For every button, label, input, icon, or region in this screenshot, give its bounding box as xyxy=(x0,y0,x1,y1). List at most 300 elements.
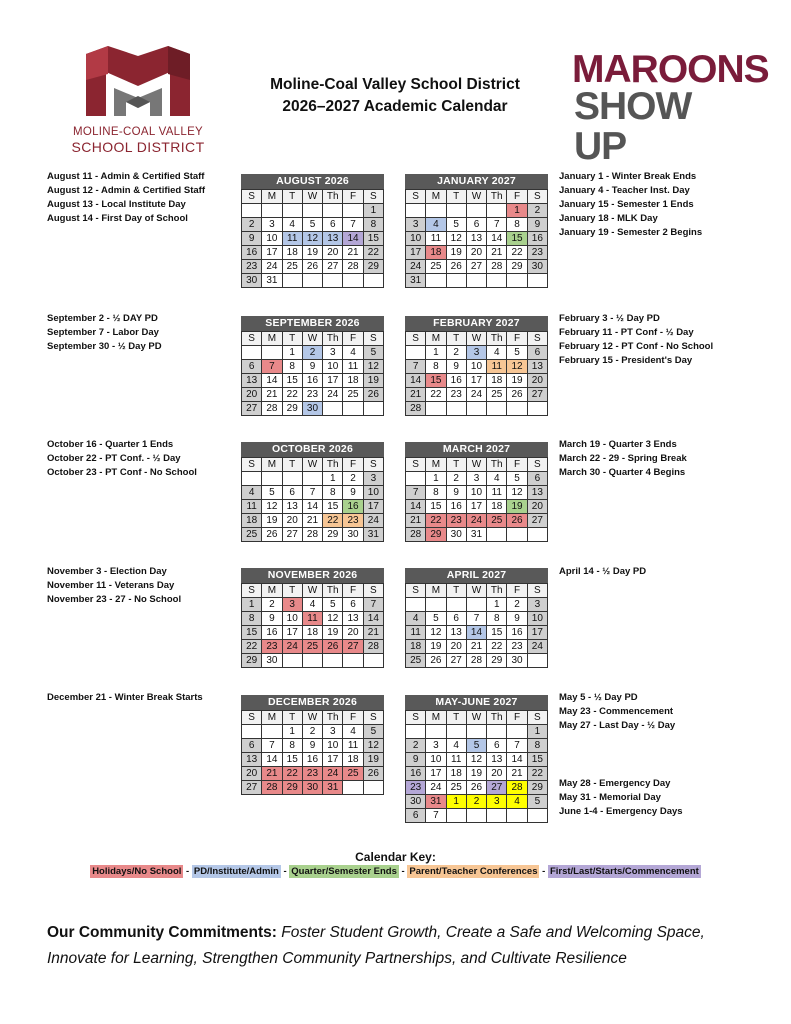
calendar-day: 13 xyxy=(242,753,262,767)
weekday-label: W xyxy=(466,458,486,472)
calendar-empty-cell xyxy=(487,725,507,739)
calendar-empty-cell xyxy=(282,472,302,486)
calendar-day: 9 xyxy=(446,360,466,374)
weekday-label: W xyxy=(466,190,486,204)
calendar-day: 3 xyxy=(527,598,547,612)
calendar-day: 26 xyxy=(262,528,282,542)
event-item: December 21 - Winter Break Starts xyxy=(47,692,203,703)
calendar-day: 5 xyxy=(262,486,282,500)
calendar-day: 26 xyxy=(302,260,322,274)
calendar-day: 25 xyxy=(487,514,507,528)
event-item: October 23 - PT Conf - No School xyxy=(47,467,197,478)
weekday-label: W xyxy=(466,711,486,725)
calendar-title: SEPTEMBER 2026 xyxy=(241,316,384,331)
calendar-day: 10 xyxy=(323,360,343,374)
calendar-empty-cell xyxy=(466,725,486,739)
calendar-day: 13 xyxy=(282,500,302,514)
calendar-day: 30 xyxy=(446,528,466,542)
calendar-day: 4 xyxy=(242,486,262,500)
calendar-day: 28 xyxy=(406,402,426,416)
calendar-day: 27 xyxy=(487,781,507,795)
calendar-day: 9 xyxy=(343,486,363,500)
calendar-day: 24 xyxy=(527,640,547,654)
calendar-empty-cell xyxy=(343,781,363,795)
calendar-day: 28 xyxy=(507,781,527,795)
calendar-day: 12 xyxy=(466,753,486,767)
calendar-day: 5 xyxy=(323,598,343,612)
weekday-label: F xyxy=(343,584,363,598)
calendar-day: 14 xyxy=(343,232,363,246)
calendar-dec xyxy=(241,695,384,795)
calendar-day: 21 xyxy=(363,626,383,640)
calendar-empty-cell xyxy=(426,274,446,288)
calendar-empty-cell xyxy=(426,598,446,612)
calendar-empty-cell xyxy=(282,204,302,218)
calendar-day: 11 xyxy=(406,626,426,640)
calendar-day: 20 xyxy=(487,767,507,781)
district-logo-icon xyxy=(58,44,218,124)
weekday-label: M xyxy=(426,458,446,472)
calendar-day: 28 xyxy=(262,781,282,795)
event-item: February 15 - President's Day xyxy=(559,355,693,366)
calendar-title: OCTOBER 2026 xyxy=(241,442,384,457)
event-item: April 14 - ½ Day PD xyxy=(559,566,647,577)
calendar-empty-cell xyxy=(507,402,527,416)
event-item: October 22 - PT Conf. - ½ Day xyxy=(47,453,181,464)
calendar-empty-cell xyxy=(446,598,466,612)
calendar-jan xyxy=(405,174,548,288)
calendar-day: 3 xyxy=(363,472,383,486)
calendar-day: 29 xyxy=(282,781,302,795)
calendar-day: 24 xyxy=(323,388,343,402)
calendar-day: 20 xyxy=(466,246,486,260)
event-group xyxy=(47,170,205,226)
calendar-day: 29 xyxy=(426,528,446,542)
weekday-label: S xyxy=(406,332,426,346)
calendar-empty-cell xyxy=(527,528,547,542)
calendar-day: 30 xyxy=(242,274,262,288)
weekday-label: S xyxy=(242,190,262,204)
calendar-day: 4 xyxy=(446,739,466,753)
event-group xyxy=(559,438,687,480)
calendar-empty-cell xyxy=(406,346,426,360)
weekday-label: Th xyxy=(323,190,343,204)
calendar-day: 14 xyxy=(507,753,527,767)
calendar-day: 31 xyxy=(323,781,343,795)
calendar-empty-cell xyxy=(527,654,547,668)
calendar-empty-cell xyxy=(466,598,486,612)
calendar-day: 10 xyxy=(406,232,426,246)
event-item: February 3 - ½ Day PD xyxy=(559,313,660,324)
calendar-day: 12 xyxy=(302,232,322,246)
calendar-day: 10 xyxy=(527,612,547,626)
calendar-day: 1 xyxy=(242,598,262,612)
event-item: September 7 - Labor Day xyxy=(47,327,159,338)
calendar-empty-cell xyxy=(242,204,262,218)
logo-line1: MOLINE-COAL VALLEY xyxy=(72,126,204,138)
calendar-day: 29 xyxy=(487,654,507,668)
weekday-label: S xyxy=(527,190,547,204)
calendar-day: 1 xyxy=(426,346,446,360)
event-item: January 4 - Teacher Inst. Day xyxy=(559,185,690,196)
calendar-day: 8 xyxy=(487,612,507,626)
calendar-empty-cell xyxy=(343,204,363,218)
calendar-day: 5 xyxy=(426,612,446,626)
event-item: August 12 - Admin & Certified Staff xyxy=(47,185,205,196)
key-item-holiday: Holidays/No School xyxy=(92,866,182,877)
calendar-day: 22 xyxy=(527,767,547,781)
calendar-day: 10 xyxy=(426,753,446,767)
event-item: May 28 - Emergency Day xyxy=(559,778,671,789)
calendar-day: 13 xyxy=(323,232,343,246)
calendar-day: 17 xyxy=(323,753,343,767)
calendar-day: 21 xyxy=(262,388,282,402)
calendar-empty-cell xyxy=(363,781,383,795)
calendar-day: 26 xyxy=(466,781,486,795)
calendar-day: 27 xyxy=(242,402,262,416)
calendar-day: 31 xyxy=(262,274,282,288)
calendar-day: 5 xyxy=(507,346,527,360)
calendar-title: AUGUST 2026 xyxy=(241,174,384,189)
event-item: November 3 - Election Day xyxy=(47,566,167,577)
weekday-label: S xyxy=(363,458,383,472)
calendar-day: 4 xyxy=(406,612,426,626)
weekday-label: M xyxy=(262,332,282,346)
calendar-day: 19 xyxy=(426,640,446,654)
calendar-day: 16 xyxy=(446,374,466,388)
calendar-empty-cell xyxy=(446,274,466,288)
weekday-label: W xyxy=(302,711,322,725)
calendar-mar xyxy=(405,442,548,542)
weekday-label: F xyxy=(507,711,527,725)
calendar-day: 10 xyxy=(466,360,486,374)
weekday-label: S xyxy=(527,458,547,472)
calendar-day: 2 xyxy=(242,218,262,232)
calendar-day: 28 xyxy=(487,260,507,274)
commitments-text: Foster Student Growth, Create a Safe and Welcoming Space, Innovate for Learning, Strengthen Community Partnerships, and Cultivate Resilience xyxy=(47,924,705,967)
calendar-day: 9 xyxy=(262,612,282,626)
weekday-label: S xyxy=(527,332,547,346)
event-group xyxy=(559,170,702,240)
calendar-day: 9 xyxy=(302,360,322,374)
event-item: November 11 - Veterans Day xyxy=(47,580,175,591)
event-item: March 19 - Quarter 3 Ends xyxy=(559,439,677,450)
calendar-day: 30 xyxy=(527,260,547,274)
calendar-day: 26 xyxy=(507,514,527,528)
weekday-label: Th xyxy=(323,711,343,725)
calendar-day: 7 xyxy=(466,612,486,626)
calendar-day: 3 xyxy=(406,218,426,232)
calendar-day: 1 xyxy=(487,598,507,612)
calendar-day: 14 xyxy=(262,753,282,767)
event-item: January 15 - Semester 1 Ends xyxy=(559,199,694,210)
calendar-empty-cell xyxy=(343,654,363,668)
event-item: August 11 - Admin & Certified Staff xyxy=(47,171,205,182)
calendar-sep xyxy=(241,316,384,416)
calendar-day: 6 xyxy=(323,218,343,232)
calendar-aug xyxy=(241,174,384,288)
event-item: October 16 - Quarter 1 Ends xyxy=(47,439,174,450)
calendar-day: 8 xyxy=(363,218,383,232)
calendar-title: MARCH 2027 xyxy=(405,442,548,457)
calendar-day: 17 xyxy=(466,374,486,388)
calendar-day: 23 xyxy=(406,781,426,795)
calendar-day: 22 xyxy=(426,388,446,402)
event-item: May 27 - Last Day - ½ Day xyxy=(559,720,676,731)
calendar-empty-cell xyxy=(446,204,466,218)
calendar-day: 20 xyxy=(242,767,262,781)
key-separator: - xyxy=(539,866,548,877)
key-separator: - xyxy=(398,866,408,877)
event-group xyxy=(559,777,683,819)
calendar-day: 31 xyxy=(406,274,426,288)
calendar-day: 20 xyxy=(343,626,363,640)
calendar-day: 7 xyxy=(262,739,282,753)
weekday-label: W xyxy=(302,190,322,204)
calendar-day: 23 xyxy=(527,246,547,260)
calendar-day: 26 xyxy=(426,654,446,668)
logo-right-line2: SHOW UP xyxy=(574,85,692,168)
calendar-day: 15 xyxy=(426,500,446,514)
calendar-day: 13 xyxy=(343,612,363,626)
calendar-day: 17 xyxy=(262,246,282,260)
maroons-show-up-logo xyxy=(572,48,769,168)
calendar-day: 25 xyxy=(487,388,507,402)
weekday-label: S xyxy=(363,332,383,346)
weekday-label: Th xyxy=(323,332,343,346)
event-item: January 1 - Winter Break Ends xyxy=(559,171,697,182)
calendar-day: 19 xyxy=(262,514,282,528)
weekday-label: F xyxy=(343,332,363,346)
calendar-day: 13 xyxy=(527,360,547,374)
calendar-day: 4 xyxy=(487,346,507,360)
weekday-label: T xyxy=(282,711,302,725)
weekday-label: Th xyxy=(487,458,507,472)
calendar-day: 22 xyxy=(426,514,446,528)
calendar-nov xyxy=(241,568,384,668)
weekday-label: Th xyxy=(323,458,343,472)
calendar-day: 10 xyxy=(282,612,302,626)
calendar-day: 22 xyxy=(487,640,507,654)
weekday-label: S xyxy=(363,190,383,204)
calendar-day: 5 xyxy=(446,218,466,232)
calendar-day: 3 xyxy=(323,346,343,360)
weekday-label: W xyxy=(302,584,322,598)
weekday-label: F xyxy=(343,190,363,204)
calendar-empty-cell xyxy=(323,204,343,218)
calendar-day: 14 xyxy=(363,612,383,626)
calendar-day: 4 xyxy=(487,472,507,486)
calendar-day: 11 xyxy=(426,232,446,246)
calendar-day: 5 xyxy=(527,795,547,809)
calendar-day: 7 xyxy=(302,486,322,500)
calendar-day: 10 xyxy=(323,739,343,753)
event-group xyxy=(559,691,675,733)
calendar-day: 8 xyxy=(282,360,302,374)
title-line1: Moline-Coal Valley School District xyxy=(270,76,520,93)
calendar-day: 6 xyxy=(242,739,262,753)
calendar-day: 11 xyxy=(446,753,466,767)
calendar-day: 14 xyxy=(406,374,426,388)
calendar-day: 7 xyxy=(406,486,426,500)
calendar-day: 5 xyxy=(363,346,383,360)
calendar-day: 14 xyxy=(302,500,322,514)
calendar-empty-cell xyxy=(262,346,282,360)
community-commitments xyxy=(47,920,767,972)
calendar-empty-cell xyxy=(302,472,322,486)
calendar-day: 5 xyxy=(507,472,527,486)
calendar-empty-cell xyxy=(426,725,446,739)
calendar-empty-cell xyxy=(426,402,446,416)
calendar-day: 6 xyxy=(343,598,363,612)
event-group xyxy=(47,312,162,354)
calendar-day: 9 xyxy=(302,739,322,753)
calendar-day: 30 xyxy=(343,528,363,542)
calendar-day: 27 xyxy=(282,528,302,542)
weekday-label: F xyxy=(507,458,527,472)
calendar-empty-cell xyxy=(507,274,527,288)
calendar-day: 8 xyxy=(426,486,446,500)
calendar-day: 11 xyxy=(343,739,363,753)
calendar-day: 21 xyxy=(466,640,486,654)
event-item: January 18 - MLK Day xyxy=(559,213,658,224)
calendar-empty-cell xyxy=(282,654,302,668)
calendar-day: 29 xyxy=(363,260,383,274)
calendar-day: 4 xyxy=(507,795,527,809)
weekday-label: S xyxy=(242,711,262,725)
calendar-day: 15 xyxy=(507,232,527,246)
weekday-label: T xyxy=(446,584,466,598)
calendar-empty-cell xyxy=(426,204,446,218)
event-group xyxy=(559,312,713,368)
calendar-day: 18 xyxy=(487,374,507,388)
calendar-day: 1 xyxy=(426,472,446,486)
calendar-day: 25 xyxy=(406,654,426,668)
calendar-day: 31 xyxy=(363,528,383,542)
calendar-day: 27 xyxy=(527,388,547,402)
calendar-day: 20 xyxy=(527,374,547,388)
calendar-empty-cell xyxy=(466,274,486,288)
calendar-day: 19 xyxy=(363,374,383,388)
calendar-day: 31 xyxy=(466,528,486,542)
calendar-day: 6 xyxy=(406,809,426,823)
calendar-day: 7 xyxy=(507,739,527,753)
calendar-day: 30 xyxy=(262,654,282,668)
weekday-label: S xyxy=(527,711,547,725)
calendar-day: 6 xyxy=(282,486,302,500)
key-separator: - xyxy=(183,866,192,877)
calendar-day: 8 xyxy=(282,739,302,753)
calendar-day: 18 xyxy=(426,246,446,260)
calendar-day: 20 xyxy=(242,388,262,402)
calendar-day: 16 xyxy=(302,374,322,388)
district-logo xyxy=(58,44,218,154)
calendar-day: 9 xyxy=(507,612,527,626)
calendar-day: 30 xyxy=(507,654,527,668)
calendar-empty-cell xyxy=(406,472,426,486)
calendar-day: 28 xyxy=(466,654,486,668)
event-item: August 14 - First Day of School xyxy=(47,213,188,224)
calendar-empty-cell xyxy=(242,725,262,739)
calendar-day: 11 xyxy=(242,500,262,514)
weekday-label: S xyxy=(406,190,426,204)
calendar-day: 27 xyxy=(527,514,547,528)
calendar-day: 3 xyxy=(323,725,343,739)
weekday-label: M xyxy=(426,711,446,725)
weekday-label: T xyxy=(282,190,302,204)
calendar-day: 16 xyxy=(446,500,466,514)
calendar-empty-cell xyxy=(466,809,486,823)
calendar-day: 27 xyxy=(242,781,262,795)
calendar-day: 19 xyxy=(302,246,322,260)
calendar-day: 8 xyxy=(323,486,343,500)
calendar-day: 17 xyxy=(527,626,547,640)
calendar-day: 20 xyxy=(446,640,466,654)
calendar-empty-cell xyxy=(242,346,262,360)
weekday-label: M xyxy=(262,711,282,725)
weekday-label: W xyxy=(302,332,322,346)
calendar-day: 1 xyxy=(282,346,302,360)
calendar-empty-cell xyxy=(446,809,466,823)
key-item-parent: Parent/Teacher Conferences xyxy=(409,866,538,877)
weekday-label: S xyxy=(527,584,547,598)
calendar-day: 14 xyxy=(406,500,426,514)
calendar-day: 28 xyxy=(406,528,426,542)
calendar-day: 8 xyxy=(426,360,446,374)
calendar-day: 2 xyxy=(507,598,527,612)
weekday-label: S xyxy=(242,458,262,472)
calendar-day: 24 xyxy=(426,781,446,795)
calendar-title: APRIL 2027 xyxy=(405,568,548,583)
calendar-day: 25 xyxy=(343,388,363,402)
calendar-day: 29 xyxy=(282,402,302,416)
calendar-empty-cell xyxy=(446,725,466,739)
weekday-label: S xyxy=(406,458,426,472)
calendar-day: 13 xyxy=(242,374,262,388)
calendar-day: 9 xyxy=(406,753,426,767)
weekday-label: T xyxy=(282,332,302,346)
calendar-day: 7 xyxy=(406,360,426,374)
calendar-day: 24 xyxy=(466,388,486,402)
calendar-day: 2 xyxy=(302,725,322,739)
calendar-day: 17 xyxy=(466,500,486,514)
calendar-day: 2 xyxy=(343,472,363,486)
calendar-day: 16 xyxy=(343,500,363,514)
calendar-day: 26 xyxy=(323,640,343,654)
calendar-day: 5 xyxy=(363,725,383,739)
calendar-day: 22 xyxy=(282,388,302,402)
calendar-day: 23 xyxy=(262,640,282,654)
calendar-day: 15 xyxy=(363,232,383,246)
calendar-day: 25 xyxy=(242,528,262,542)
key-separator: - xyxy=(280,866,290,877)
weekday-label: F xyxy=(507,332,527,346)
calendar-day: 23 xyxy=(302,388,322,402)
calendar-day: 22 xyxy=(323,514,343,528)
logo-line2: SCHOOL DISTRICT xyxy=(71,139,205,155)
key-title: Calendar Key: xyxy=(355,850,436,864)
calendar-day: 12 xyxy=(363,739,383,753)
calendar-day: 3 xyxy=(282,598,302,612)
calendar-day: 24 xyxy=(323,767,343,781)
calendar-day: 12 xyxy=(363,360,383,374)
calendar-day: 2 xyxy=(262,598,282,612)
calendar-day: 27 xyxy=(323,260,343,274)
weekday-label: S xyxy=(242,584,262,598)
event-group xyxy=(47,691,203,705)
calendar-day: 4 xyxy=(282,218,302,232)
calendar-day: 15 xyxy=(487,626,507,640)
